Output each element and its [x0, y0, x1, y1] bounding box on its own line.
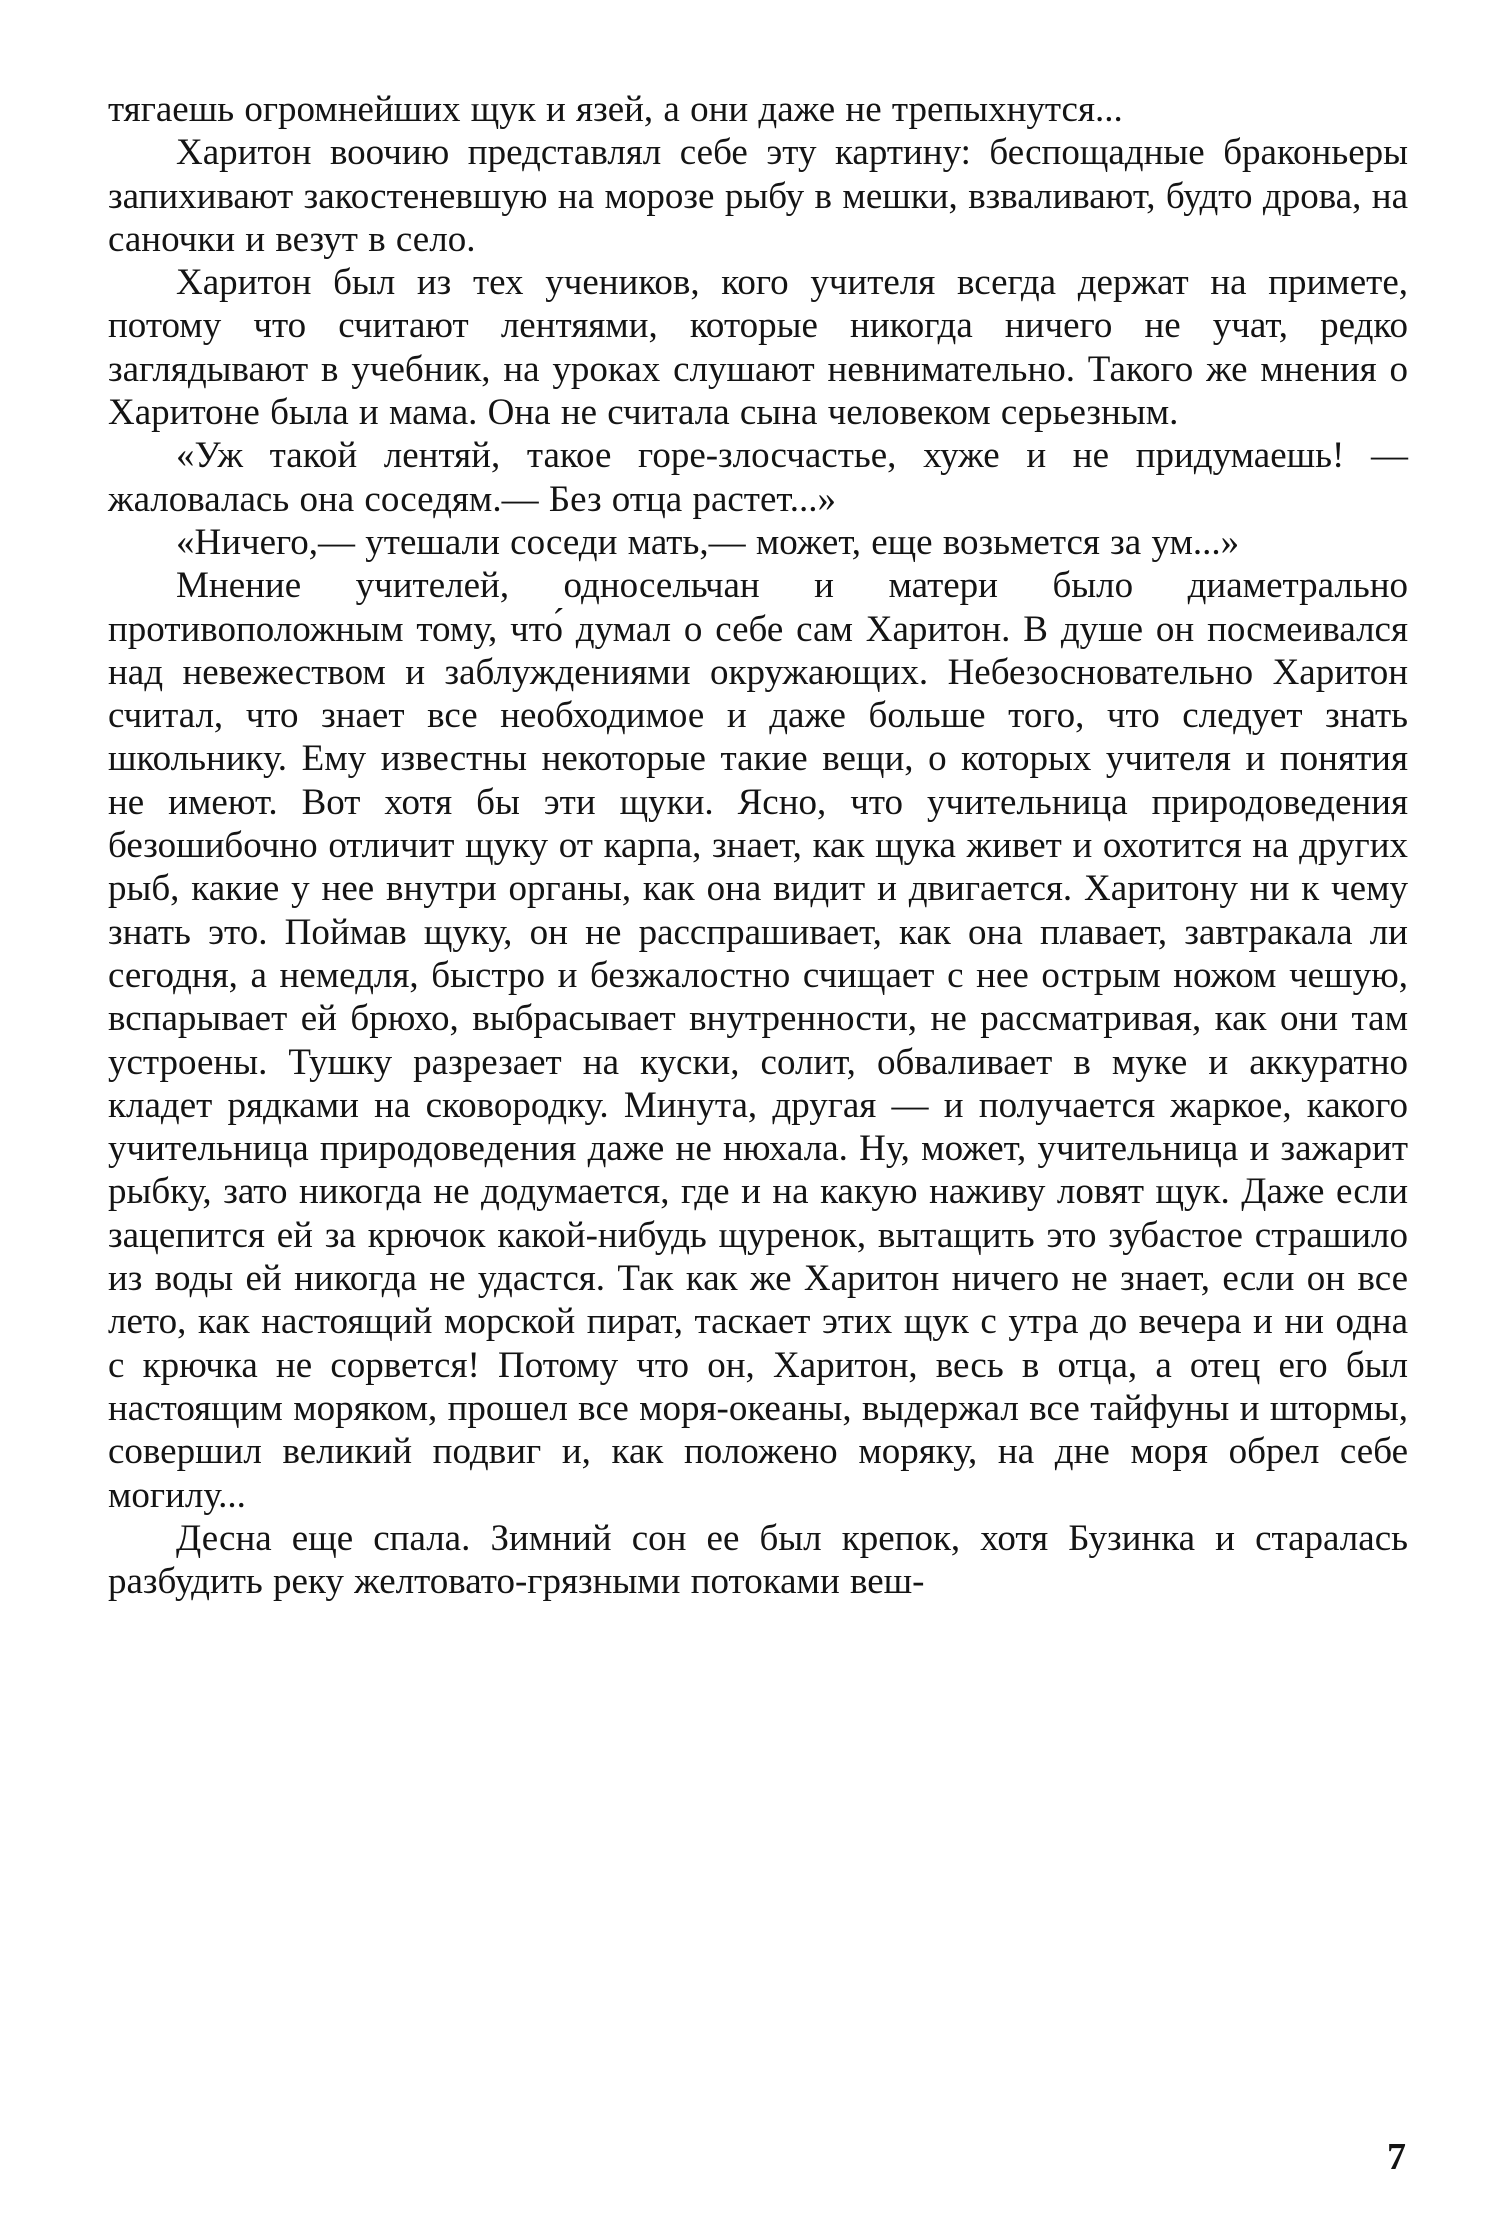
paragraph-dialogue: «Ничего,— утешали соседи мать,— может, еще возьмется за ум...»	[176, 521, 1240, 563]
book-page	[108, 88, 1408, 1603]
paragraph-dialogue: «Уж такой лентяй, такое горе-злосчастье, хуже и не придумаешь! — жаловалась она соседям.— Без отца растет...»	[108, 435, 1408, 520]
paragraph-continued: тягаешь огромнейших щук и язей, а они даже не трепыхнутся...	[108, 89, 1123, 130]
paragraph-last: Десна еще спала. Зимний сон ее был крепок, хотя Бузинка и старалась разбудить реку желтовато-грязными потоками веш-	[108, 1517, 1408, 1603]
paragraph: Харитон был из тех учеников, кого учителя всегда держат на примете, потому что считают лентяями, которые никогда ничего не учат, редко заглядывают в учебник, на уроках слушают невнимательно. Такого же мнения о Харитоне была и мама. Она не считала сына человеком серьезным.	[108, 262, 1408, 434]
paragraph: Харитон воочию представлял себе эту картину: беспощадные браконьеры запихивают закостеневшую на морозе рыбу в мешки, взваливают, будто дрова, на саночки и везут в село.	[108, 132, 1408, 260]
paragraph: Мнение учителей, односельчан и матери было диаметрально противоположным тому, что́ думал о себе сам Харитон. В душе он посмеивался над невежеством и заблуждениями окружающих. Небезосновательно Харитон считал, что знает все необходимое и даже больше того, что следует знать школьнику. Ему известны некоторые такие вещи, о которых учителя и понятия не имеют. Вот хотя бы эти щуки. Ясно, что учительница природоведения безошибочно отличит щуку от карпа, знает, как щука живет и охотится на других рыб, какие у нее внутри органы, как она видит и двигается. Харитону ни к чему знать это. Поймав щуку, он не расспрашивает, как она плавает, завтракала ли сегодня, а немедля, быстро и безжалостно счищает с нее острым ножом чешую, вспарывает ей брюхо, выбрасывает внутренности, не рассматривая, как они там устроены. Тушку разрезает на куски, солит, обваливает в муке и аккуратно кладет рядками на сковородку. Минута, другая — и получается жаркое, какого учительница природоведения даже не нюхала. Ну, может, учительница и зажарит рыбку, зато никогда не додумается, где и на какую наживу ловят щук. Даже если зацепится ей за крючок какой-нибудь щуренок, вытащить это зубастое страшило из воды ей никогда не удастся. Так как же Харитон ничего не знает, если он все лето, как настоящий морской пират, таскает этих щук с утра до вечера и ни одна с крючка не сорвется! Потому что он, Харитон, весь в отца, а отец его был настоящим моряком, прошел все моря-океаны, выдержал все тайфуны и штормы, совершил великий подвиг и, как положено моряку, на дне моря обрел себе могилу...	[108, 565, 1408, 1516]
page-number: 7	[1387, 2136, 1406, 2178]
